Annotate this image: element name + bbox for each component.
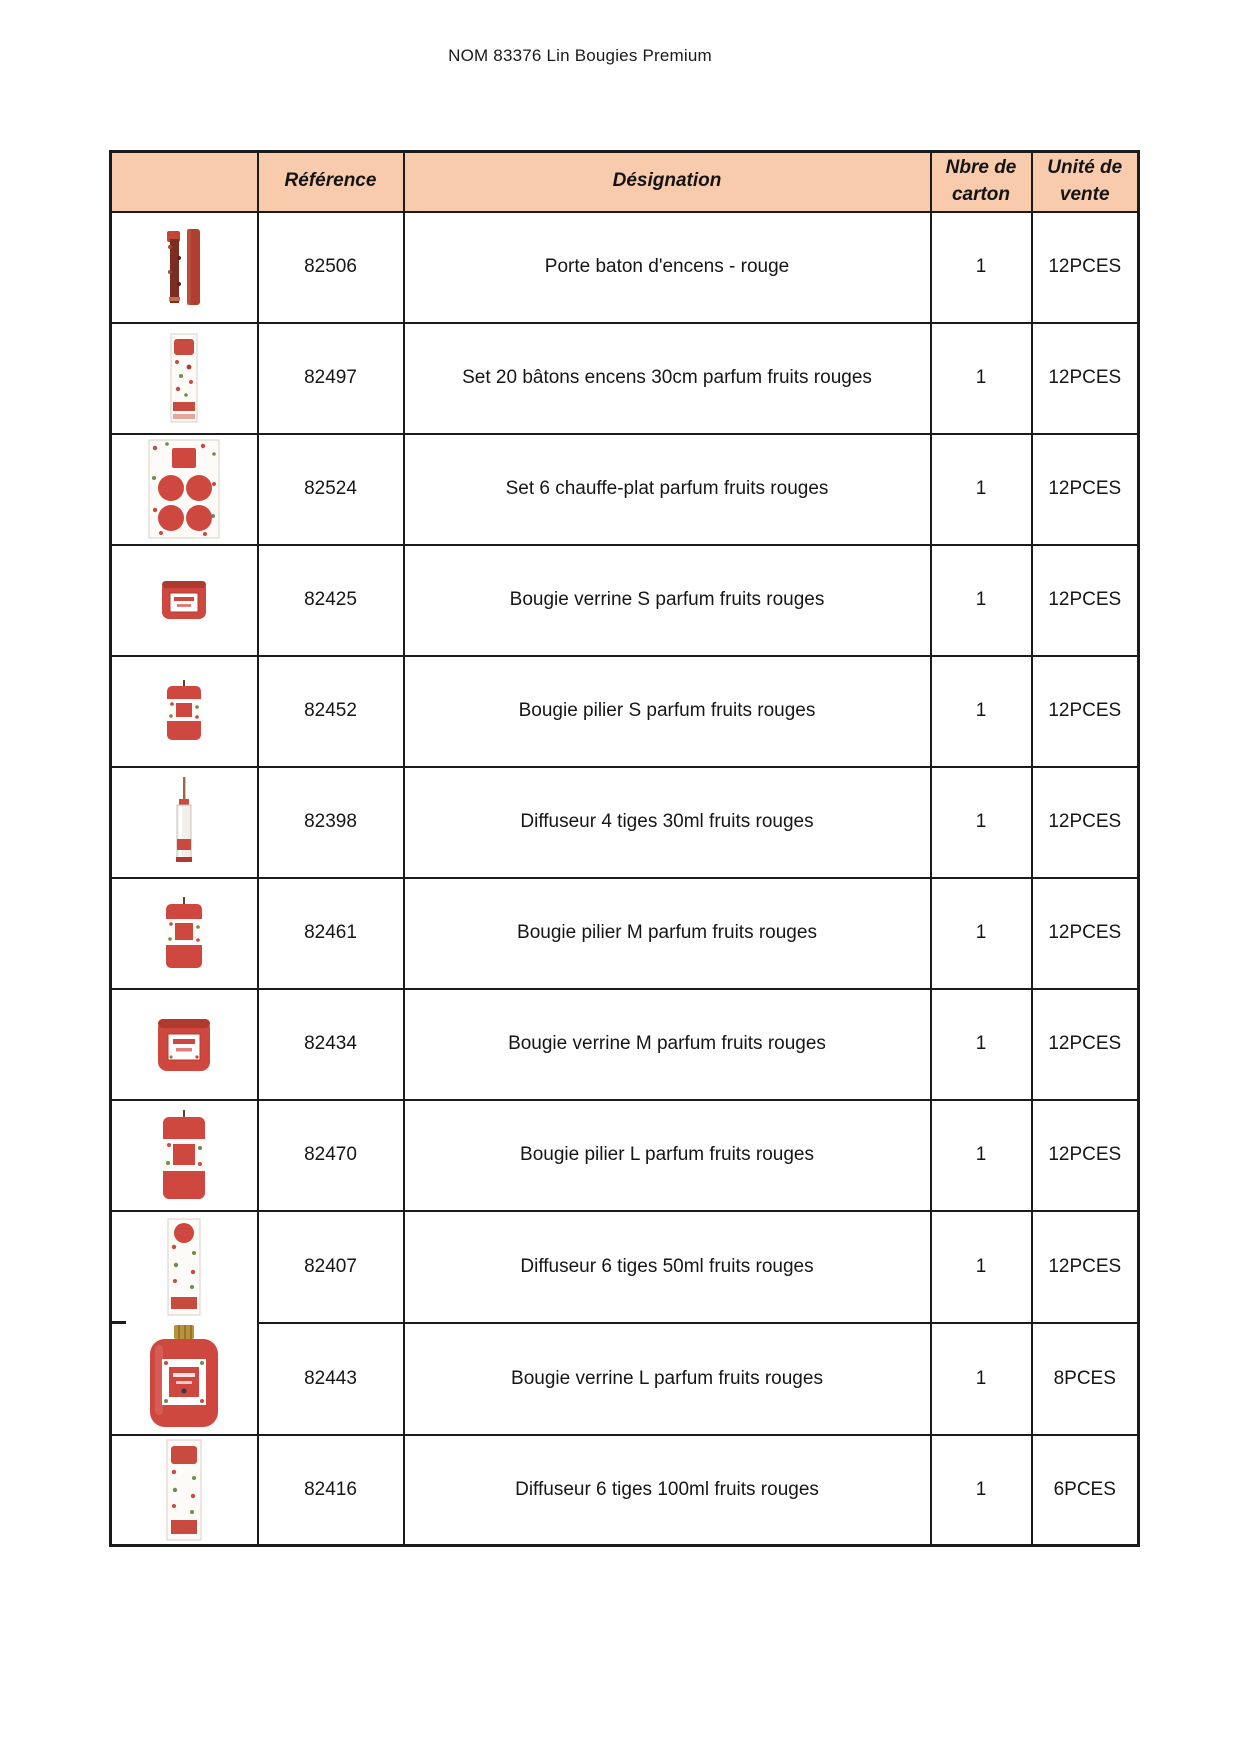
carton-count-cell: 1: [931, 1100, 1032, 1211]
designation-cell: Diffuseur 4 tiges 30ml fruits rouges: [404, 767, 931, 878]
unit-cell: 12PCES: [1032, 212, 1139, 323]
table-row: [111, 545, 1139, 656]
unit-cell: 12PCES: [1032, 767, 1139, 878]
designation-cell: Set 6 chauffe-plat parfum fruits rouges: [404, 434, 931, 545]
carton-count-cell: 1: [931, 1323, 1032, 1435]
product-image-cell: [111, 656, 258, 767]
product-image-82434: [154, 1013, 214, 1075]
designation-cell: Bougie pilier M parfum fruits rouges: [404, 878, 931, 989]
table-row: [111, 878, 1139, 989]
unit-column-header: Unité de vente: [1032, 152, 1139, 212]
table-row: [111, 656, 1139, 767]
product-image-82416: [162, 1438, 206, 1542]
table-row: [111, 1211, 1139, 1323]
product-image-82407: [164, 1217, 204, 1317]
product-image-cell: [111, 989, 258, 1100]
product-image-82497: [169, 332, 199, 424]
carton-count-cell: 1: [931, 323, 1032, 434]
unit-cell: 12PCES: [1032, 1100, 1139, 1211]
reference-cell: 82506: [258, 212, 404, 323]
header-row: [111, 152, 1139, 212]
table-row: [111, 767, 1139, 878]
unit-cell: 12PCES: [1032, 656, 1139, 767]
unit-cell: 12PCES: [1032, 545, 1139, 656]
reference-cell: 82452: [258, 656, 404, 767]
product-image-82452: [162, 679, 206, 743]
product-image-cell: [111, 545, 258, 656]
reference-cell: 82443: [258, 1323, 404, 1435]
unit-cell: 12PCES: [1032, 989, 1139, 1100]
table-row: [111, 323, 1139, 434]
carton-count-cell: 1: [931, 767, 1032, 878]
product-image-82524: [147, 438, 221, 540]
reference-cell: 82398: [258, 767, 404, 878]
table-row: [111, 434, 1139, 545]
merged-cell-border-tick: [111, 1321, 127, 1324]
designation-cell: Bougie verrine L parfum fruits rouges: [404, 1323, 931, 1435]
unit-cell: 12PCES: [1032, 878, 1139, 989]
table-row: [111, 212, 1139, 323]
product-image-82443: [145, 1323, 223, 1431]
designation-cell: Bougie pilier S parfum fruits rouges: [404, 656, 931, 767]
designation-cell: Diffuseur 6 tiges 100ml fruits rouges: [404, 1435, 931, 1546]
product-image-cell: [111, 212, 258, 323]
unit-cell: 12PCES: [1032, 323, 1139, 434]
product-image-82470: [156, 1108, 212, 1202]
carton-column-header: Nbre de carton: [931, 152, 1032, 212]
product-image-cell: [111, 878, 258, 989]
product-image-cell-merged: [111, 1211, 258, 1435]
reference-cell: 82497: [258, 323, 404, 434]
unit-cell: 6PCES: [1032, 1435, 1139, 1546]
designation-cell: Bougie verrine M parfum fruits rouges: [404, 989, 931, 1100]
product-image-cell: [111, 1100, 258, 1211]
table-row: [111, 1435, 1139, 1546]
reference-cell: 82416: [258, 1435, 404, 1546]
product-image-cell: [111, 767, 258, 878]
designation-cell: Bougie verrine S parfum fruits rouges: [404, 545, 931, 656]
reference-cell: 82425: [258, 545, 404, 656]
designation-cell: Porte baton d'encens - rouge: [404, 212, 931, 323]
carton-count-cell: 1: [931, 434, 1032, 545]
table-row: [111, 989, 1139, 1100]
carton-count-cell: 1: [931, 545, 1032, 656]
document-title: NOM 83376 Lin Bougies Premium: [448, 46, 712, 65]
reference-cell: 82407: [258, 1211, 404, 1323]
carton-count-cell: 1: [931, 212, 1032, 323]
reference-column-header: Référence: [258, 152, 404, 212]
reference-cell: 82470: [258, 1100, 404, 1211]
designation-cell: Set 20 bâtons encens 30cm parfum fruits rouges: [404, 323, 931, 434]
product-table: [109, 150, 1140, 1547]
unit-cell: 8PCES: [1032, 1323, 1139, 1435]
reference-cell: 82434: [258, 989, 404, 1100]
product-image-82461: [160, 895, 208, 971]
carton-count-cell: 1: [931, 1211, 1032, 1323]
designation-column-header: Désignation: [404, 152, 931, 212]
product-image-cell: [111, 1435, 258, 1546]
table-row: [111, 1100, 1139, 1211]
reference-cell: 82524: [258, 434, 404, 545]
carton-count-cell: 1: [931, 656, 1032, 767]
reference-cell: 82461: [258, 878, 404, 989]
unit-cell: 12PCES: [1032, 1211, 1139, 1323]
carton-count-cell: 1: [931, 878, 1032, 989]
product-image-82398: [171, 777, 197, 867]
table-row: [111, 1323, 1139, 1435]
carton-count-cell: 1: [931, 1435, 1032, 1546]
designation-cell: Bougie pilier L parfum fruits rouges: [404, 1100, 931, 1211]
carton-count-cell: 1: [931, 989, 1032, 1100]
designation-cell: Diffuseur 6 tiges 50ml fruits rouges: [404, 1211, 931, 1323]
product-image-cell: [111, 434, 258, 545]
unit-cell: 12PCES: [1032, 434, 1139, 545]
product-image-cell: [111, 323, 258, 434]
image-column-header: [111, 152, 258, 212]
product-image-82506: [154, 225, 214, 309]
product-image-82425: [159, 577, 209, 623]
